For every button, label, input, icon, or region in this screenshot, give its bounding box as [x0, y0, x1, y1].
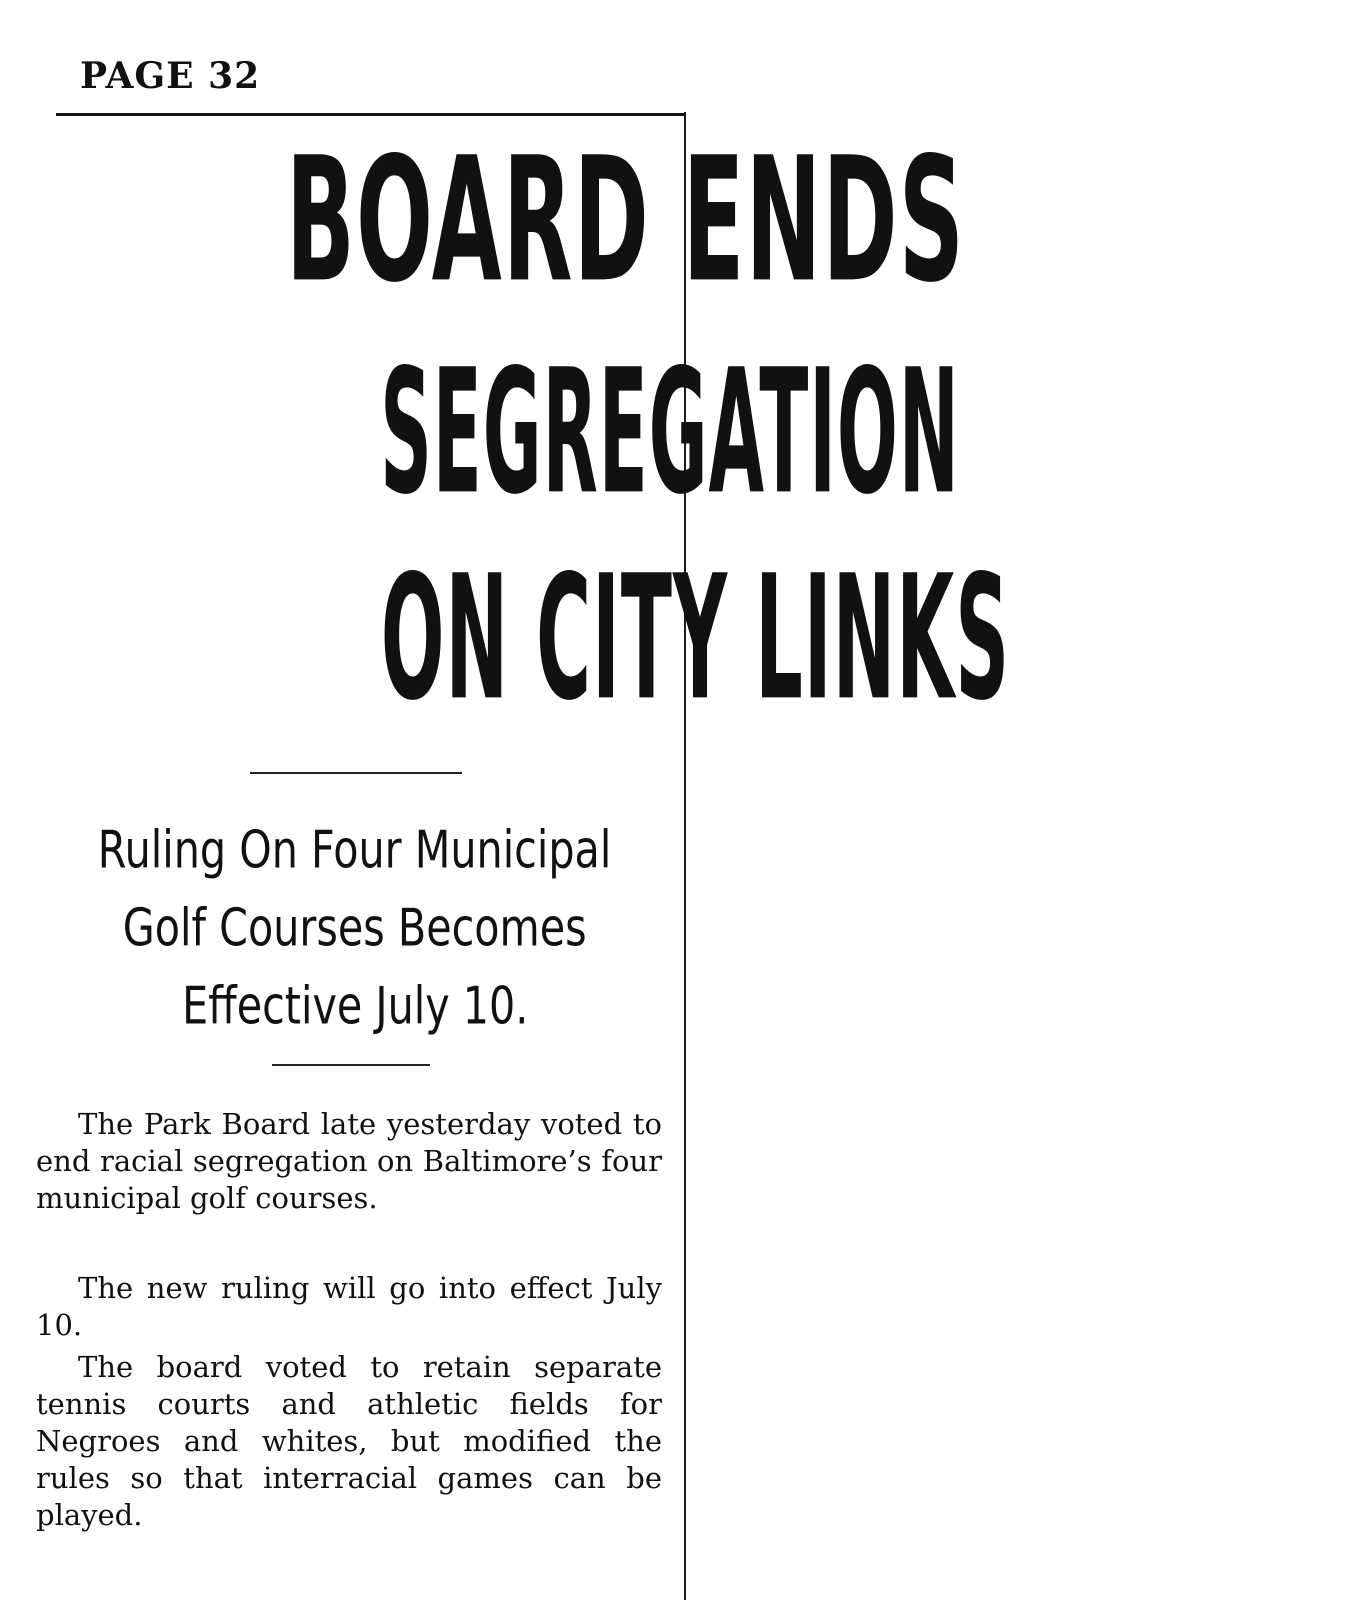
headline-line-2-text: SEGREGATION: [380, 331, 960, 533]
body-paragraph-1: [36, 1106, 662, 1217]
body-paragraph-3-text: The board voted to retain separate tennis courts and athletic fields for Negroes and whites, but modified the rules so that interracial games can be played.: [36, 1350, 662, 1532]
headline-line-1: [40, 119, 966, 321]
subhead-line-1-text: Ruling On Four Municipal: [98, 819, 612, 881]
subhead-line-3-text: Effective July 10.: [181, 975, 529, 1037]
headline-line-3: [40, 537, 1011, 739]
header-rule: [56, 113, 686, 116]
body-paragraph-3: [36, 1349, 662, 1534]
subhead-line-2: [30, 897, 680, 959]
body-paragraph-2-text: The new ruling will go into effect July 10.: [36, 1271, 662, 1342]
subhead-line-3: [30, 975, 680, 1037]
headline-line-1-text: BOARD ENDS: [285, 119, 966, 321]
subhead-line-1: [30, 819, 680, 881]
subhead-line-2-text: Golf Courses Becomes: [123, 897, 587, 959]
body-paragraph-2: [36, 1270, 662, 1344]
headline-line-3-text: ON CITY LINKS: [380, 537, 1011, 739]
body-paragraph-1-text: The Park Board late yesterday voted to end racial segregation on Baltimore’s four municipal golf courses.: [36, 1107, 662, 1215]
headline-divider: [250, 772, 462, 774]
headline-line-2: [40, 331, 960, 533]
page-number-label: PAGE 32: [80, 55, 261, 97]
subhead-divider: [272, 1064, 430, 1066]
